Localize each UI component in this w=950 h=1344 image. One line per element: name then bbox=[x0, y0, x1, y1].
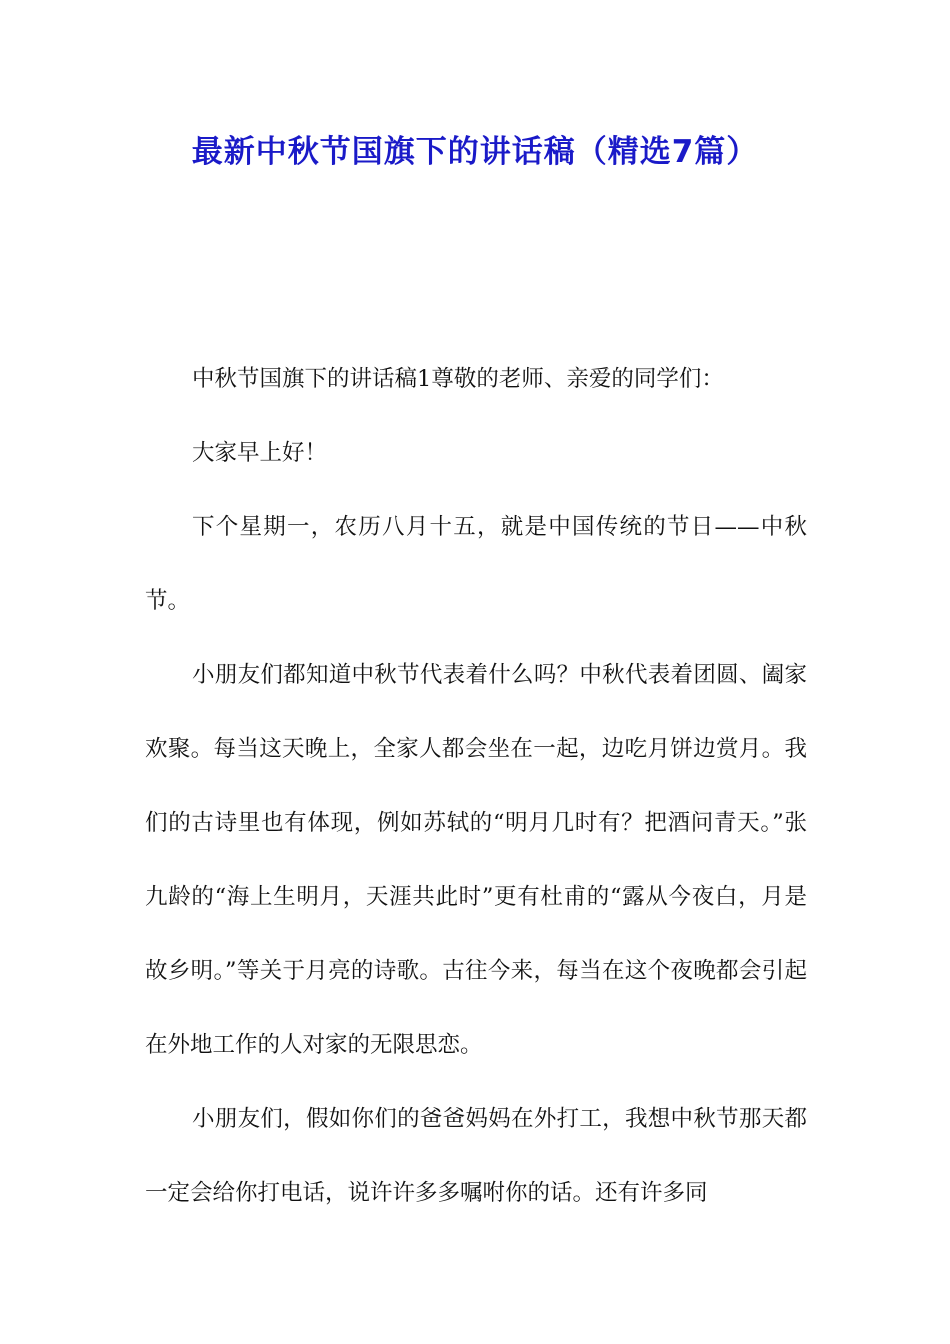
document-body bbox=[145, 342, 807, 1230]
paragraph-parents-call: 小朋友们，假如你们的爸爸妈妈在外打工，我想中秋节那天都一定会给你打电话，说许许多多嘱咐你的话。还有许多同 bbox=[145, 1106, 807, 1206]
document-title: 最新中秋节国旗下的讲话稿（精选7篇） bbox=[191, 134, 759, 170]
paragraph-festival-meaning: 小朋友们都知道中秋节代表着什么吗？中秋代表着团圆、阖家欢聚。每当这天晚上，全家人都会坐在一起，边吃月饼边赏月。我们的古诗里也有体现，例如苏轼的“明月几时有？把酒问青天。”张九龄的“海上生明月，天涯共此时”更有杜甫的“露从今夜白，月是故乡明。”等关于月亮的诗歌。古往今来，每当在这个夜晚都会引起在外地工作的人对家的无限思恋。 bbox=[145, 662, 807, 1058]
paragraph-greeting: 大家早上好！ bbox=[192, 440, 328, 466]
paragraph-festival-date: 下个星期一，农历八月十五，就是中国传统的节日——中秋节。 bbox=[145, 514, 807, 614]
paragraph-salutation: 中秋节国旗下的讲话稿1尊敬的老师、亲爱的同学们： bbox=[192, 366, 724, 392]
